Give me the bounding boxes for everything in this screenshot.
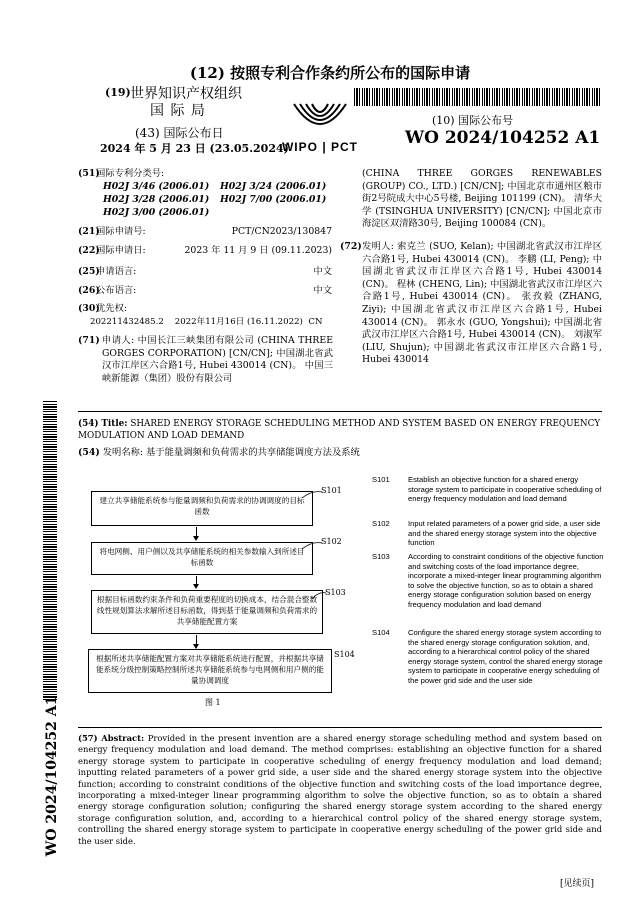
step-desc-s103-id: S103: [372, 552, 390, 561]
ipc-4: H02J 7/00 (2006.01): [220, 194, 327, 205]
abstract-label: Abstract:: [101, 733, 145, 743]
field-30-value: 202211432485.2 2022年11月16日 (16.11.2022) CN: [90, 317, 323, 327]
field-51-code: (51): [78, 168, 100, 179]
figure-caption: 图 1: [205, 698, 221, 707]
field-72-code: (72): [340, 241, 362, 252]
flow-step-s103: 根据目标函数约束条件和负荷重要程度的切换成本，结合混合整数线性规划算法求解所述目标函数，得到基于能量调频和负荷需求的共享储能配置方案: [91, 590, 323, 634]
abstract-top-rule: [78, 727, 602, 728]
field-25-code: (25): [78, 266, 100, 277]
flow-step-s101: 建立共享储能系统参与能量调频和负荷需求的协调调度的目标函数: [91, 491, 313, 526]
title-label: Title:: [101, 419, 128, 429]
field-71-text: 申请人: 中国长江三峡集团有限公司 (CHINA THREE GORGES CORPORATION) [CN/CN]; 中国湖北省武汉市江岸区六合路1号, Hubei 430014 (CN)。 中国三峡新能源（集团）股份有限公司: [102, 335, 333, 384]
pub-number-value: WO 2024/104252 A1: [405, 128, 601, 148]
step-desc-s101-text: Establish an objective function for a shared energy storage system to participate in cooperative scheduling of energy frequency modulation and load demand: [408, 475, 602, 504]
side-pub-number: WO 2024/104252 A1: [44, 695, 60, 857]
field-21-label: 国际申请号:: [95, 226, 146, 237]
field-25-value: 中文: [313, 266, 332, 277]
abstract: [78, 733, 602, 847]
leader-s102: [300, 541, 324, 551]
field-30-code: (30): [78, 303, 100, 314]
flow-label-s104: S104: [334, 650, 355, 659]
field-72-text: 发明人: 索克兰 (SUO, Kelan); 中国湖北省武汉市江岸区六合路1号, Hubei 430014 (CN)。 李鹏 (LI, Peng); 中国湖北省武汉市江岸区六合路1号, Hubei 430014 (CN)。 程林 (CHENG, Lin); 中国湖北省武汉市江岸区六合路1号, Hubei 430014 (CN)。 张孜毅 (ZHANG, Ziyi); 中国湖北省武汉市江岸区六合路1号, Hubei 430014 (CN)。 郭永水 (GUO, Yongshui); 中国湖北省武汉市江岸区六合路1号, Hubei 430014 (CN)。 刘淑军 (LIU, Shujun); 中国湖北省武汉市江岸区六合路1号, Hubei 430014: [362, 241, 602, 366]
pub-date-label: (43) 国际公布日: [135, 126, 224, 140]
continued-note: [见续页]: [560, 879, 595, 889]
field-72: [340, 241, 602, 367]
step-desc-s102-id: S102: [372, 519, 390, 528]
field-25: [78, 266, 340, 279]
leader-s101: [300, 490, 324, 500]
flow-label-s102: S102: [321, 537, 342, 546]
field-26: [78, 285, 340, 298]
flow-label-s103: S103: [325, 588, 346, 597]
org-code: (19): [105, 86, 131, 99]
step-desc-s103-text: According to constraint conditions of the objective function and switching costs of the load importance degree, incorporate a mixed-integer linear programming algorithm to solve the objective function, so as to obtain a shared energy storage configuration solution based on energy frequency modulation and load demand: [408, 552, 604, 609]
field-71-code: (71): [78, 335, 100, 346]
leader-s103: [310, 591, 328, 601]
pub-date-value: 2024 年 5 月 23 日 (23.05.2024): [100, 142, 289, 155]
step-desc-s101-id: S101: [372, 475, 390, 484]
flow-step-s104: 根据所述共享储能配置方案对共享储能系统进行配置，并根据共享储能系统分级控制策略控制所述共享储能系统参与电网侧和用户侧的能量协调调度: [88, 649, 332, 693]
arrowhead-1: [193, 536, 199, 541]
field-26-value: 中文: [313, 285, 332, 296]
org-name-line1: 世界知识产权组织: [130, 86, 242, 102]
field-22-label: 国际申请日:: [95, 245, 146, 256]
field-71: [78, 335, 333, 385]
step-desc-s104: [372, 628, 604, 686]
wipo-logo-text: WIPO | PCT: [281, 140, 359, 154]
field-22-code: (22): [78, 245, 100, 256]
ipc-5: H02J 3/00 (2006.01): [103, 207, 210, 218]
applicant-continued: (CHINA THREE GORGES RENEWABLES (GROUP) CO., LTD.) [CN/CN]; 中国北京市通州区粮市街2号院成大中心5号楼, Beijing 101199 (CN)。 清华大学 (TSINGHUA UNIVERSITY) [CN/CN]; 中国北京市海淀区双清路30号, Beijing 100084 (CN)。: [362, 168, 602, 230]
field-30-label: 优先权:: [95, 303, 127, 314]
ipc-1: H02J 3/46 (2006.01): [103, 181, 210, 192]
step-desc-s102: [372, 519, 604, 548]
publication-type-title: (12) 按照专利合作条约所公布的国际申请: [189, 64, 471, 82]
step-desc-s102-text: Input related parameters of a power grid side, a user side and the shared energy storage system into the objective function: [408, 519, 601, 548]
title-top-rule: [78, 411, 602, 412]
pub-number-label: (10) 国际公布号: [432, 114, 514, 127]
step-desc-s103: [372, 552, 604, 610]
arrowhead-2: [193, 584, 199, 589]
title-en-text: SHARED ENERGY STORAGE SCHEDULING METHOD AND SYSTEM BASED ON ENERGY FREQUENCY MODULATION AND LOAD DEMAND: [78, 419, 601, 441]
ipc-3: H02J 3/28 (2006.01): [103, 194, 210, 205]
flow-label-s101: S101: [321, 486, 342, 495]
field-21-value: PCT/CN2023/130847: [231, 226, 332, 237]
flow-step-s102: 将电网侧、用户侧以及共享储能系统的相关参数输入到所述目标函数: [91, 542, 313, 575]
field-25-label: 申请语言:: [95, 266, 137, 277]
title-en: [78, 418, 602, 442]
field-30: [78, 303, 340, 316]
step-desc-s104-text: Configure the shared energy storage system according to the shared energy storage configuration solution, and, according to a hierarchical control policy of the shared energy storage system, control the shared energy storage system to participate in cooperative energy scheduling of the power grid side and the user side: [408, 628, 603, 685]
field-26-label: 公布语言:: [95, 285, 137, 296]
title-cn: [78, 447, 602, 460]
org-name-line2: 国 际 局: [150, 103, 206, 119]
title-cn-code: (54): [78, 447, 100, 458]
step-desc-s104-id: S104: [372, 628, 390, 637]
field-21: [78, 226, 340, 239]
title-code: (54): [78, 419, 99, 429]
ipc-2: H02J 3/24 (2006.01): [220, 181, 327, 192]
field-22-value: 2023 年 11 月 9 日 (09.11.2023): [184, 245, 332, 256]
field-21-code: (21): [78, 226, 100, 237]
side-barcode: [43, 400, 57, 700]
title-cn-text: 基于能量调频和负荷需求的共享储能调度方法及系统: [146, 447, 360, 458]
step-desc-s101: [372, 475, 604, 504]
abstract-code: (57): [78, 733, 98, 743]
field-26-code: (26): [78, 285, 100, 296]
top-barcode: [354, 88, 600, 106]
field-22: [78, 245, 340, 258]
field-51: [78, 168, 340, 181]
title-cn-label: 发明名称:: [102, 447, 144, 458]
abstract-text: Provided in the present invention are a shared energy storage scheduling method and system based on energy frequency modulation and load demand. The method comprises: establishing an objective function for a shared energy storage system to participate in cooperative scheduling of energy frequency modulation and load demand; inputting related parameters of a power grid side, a user side and the shared energy storage system into the objective function; according to constraint conditions of the objective function and switching costs of the load importance degree, incorporating a mixed-integer linear programming algorithm to solve the objective function, so as to obtain a shared energy storage configuration solution; configuring the shared energy storage system according to the shared energy storage configuration solution, and, according to a hierarchical control policy of the shared energy storage system, controlling the shared energy storage system to participate in cooperative energy scheduling of the power grid side and the user side.: [78, 733, 603, 846]
wipo-emblem-icon: [290, 100, 350, 140]
field-51-label: 国际专利分类号:: [95, 168, 165, 179]
